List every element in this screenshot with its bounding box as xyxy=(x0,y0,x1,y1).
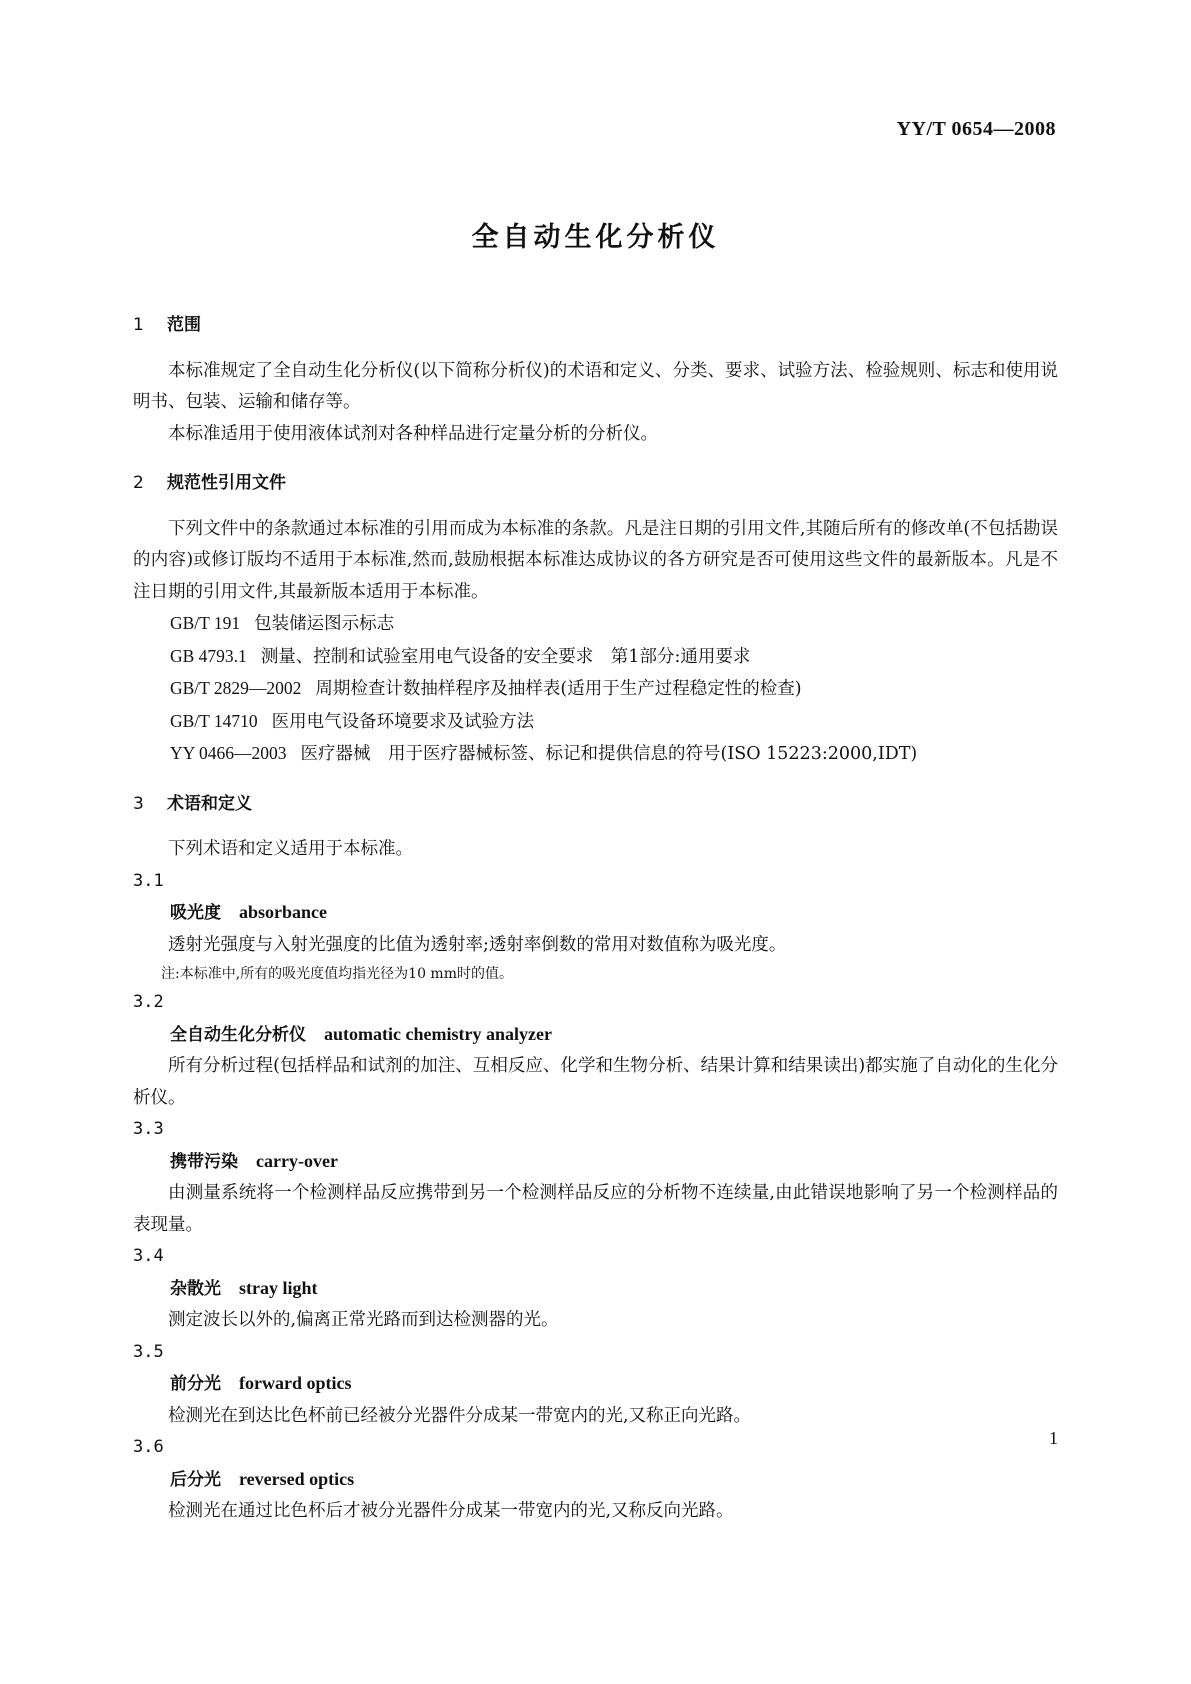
reference-code: YY 0466—2003 xyxy=(170,743,287,763)
term-number: 3.1 xyxy=(133,870,164,891)
section-title: 术语和定义 xyxy=(167,793,252,814)
reference-item xyxy=(133,641,1058,674)
term-definition: 由测量系统将一个检测样品反应携带到另一个检测样品反应的分析物不连续量,由此错误地影响了另一个检测样品的表现量。 xyxy=(133,1183,1058,1235)
section-title: 范围 xyxy=(167,315,201,335)
paragraph: 本标准规定了全自动生化分析仪(以下简称分析仪)的术语和定义、分类、要求、试验方法、检验规则、标志和使用说明书、包装、运输和储存等。 xyxy=(133,360,1058,412)
term-english: absorbance xyxy=(239,902,328,922)
term-english: reversed optics xyxy=(239,1468,355,1489)
term-number: 3.6 xyxy=(133,1437,164,1457)
section-heading-terms-definitions xyxy=(133,789,1058,821)
term-chinese: 前分光 xyxy=(170,1374,221,1394)
term-note: 注:本标准中,所有的吸光度值均指光径为10 mm时的值。 xyxy=(161,966,513,982)
standard-code: YY/T 0654—2008 xyxy=(896,118,1056,140)
term-number: 3.4 xyxy=(133,1246,164,1266)
term-english: forward optics xyxy=(239,1373,352,1393)
page-number: 1 xyxy=(1049,1428,1058,1448)
term-entry xyxy=(133,1368,1058,1401)
reference-item xyxy=(133,738,1058,771)
term-entry xyxy=(133,1464,1058,1497)
term-definition: 检测光在到达比色杯前已经被分光器件分成某一带宽内的光,又称正向光路。 xyxy=(168,1405,752,1426)
term-chinese: 后分光 xyxy=(170,1469,221,1490)
term-definition: 测定波长以外的,偏离正常光路而到达检测器的光。 xyxy=(168,1310,559,1330)
reference-title: 包装储运图示标志 xyxy=(254,614,395,634)
reference-code: GB 4793.1 xyxy=(170,645,247,666)
term-entry xyxy=(133,1273,1058,1306)
term-chinese: 全自动生化分析仪 xyxy=(170,1024,306,1045)
term-number: 3.2 xyxy=(133,992,164,1012)
reference-title: 医疗器械 用于医疗器械标签、标记和提供信息的符号(ISO 15223:2000,IDT) xyxy=(300,744,918,764)
section-number: 3 xyxy=(133,793,144,814)
term-number: 3.5 xyxy=(133,1341,164,1362)
term-english: carry-over xyxy=(256,1150,338,1171)
term-entry xyxy=(133,1019,1058,1052)
reference-code: GB/T 14710 xyxy=(170,710,258,731)
document-body xyxy=(133,298,1058,1528)
reference-title: 医用电气设备环境要求及试验方法 xyxy=(271,711,535,732)
section-heading-normative-references xyxy=(133,468,1058,500)
paragraph: 本标准适用于使用液体试剂对各种样品进行定量分析的分析仪。 xyxy=(168,423,658,444)
term-chinese: 吸光度 xyxy=(170,903,221,923)
term-number: 3.3 xyxy=(133,1119,164,1139)
reference-title: 测量、控制和试验室用电气设备的安全要求 第1部分:通用要求 xyxy=(260,646,751,667)
reference-code: GB/T 191 xyxy=(170,613,241,633)
paragraph: 下列文件中的条款通过本标准的引用而成为本标准的条款。凡是注日期的引用文件,其随后所有的修改单(不包括勘误的内容)或修订版均不适用于本标准,然而,鼓励根据本标准达成协议的各方研究是否可使用这些文件的最新版本。凡是不注日期的引用文件,其最新版本适用于本标准。 xyxy=(133,518,1058,602)
term-entry xyxy=(133,897,1058,930)
reference-title: 周期检查计数抽样程序及抽样表(适用于生产过程稳定性的检查) xyxy=(315,679,802,699)
reference-code: GB/T 2829—2002 xyxy=(170,678,302,698)
reference-item xyxy=(133,706,1058,739)
section-heading-scope xyxy=(133,310,1058,342)
section-title: 规范性引用文件 xyxy=(167,473,286,493)
term-definition: 检测光在通过比色杯后才被分光器件分成某一带宽内的光,又称反向光路。 xyxy=(168,1501,734,1521)
term-definition: 透射光强度与入射光强度的比值为透射率;透射率倒数的常用对数值称为吸光度。 xyxy=(168,934,787,955)
term-entry xyxy=(133,1146,1058,1179)
section-number: 2 xyxy=(133,473,144,493)
reference-item xyxy=(133,608,1058,641)
paragraph: 下列术语和定义适用于本标准。 xyxy=(168,839,413,859)
term-chinese: 携带污染 xyxy=(170,1151,238,1172)
section-number: 1 xyxy=(133,315,144,335)
term-english: automatic chemistry analyzer xyxy=(324,1023,552,1044)
reference-item xyxy=(133,673,1058,706)
term-chinese: 杂散光 xyxy=(170,1278,221,1299)
term-english: stray light xyxy=(239,1277,318,1298)
term-definition: 所有分析过程(包括样品和试剂的加注、互相反应、化学和生物分析、结果计算和结果读出)都实施了自动化的生化分析仪。 xyxy=(133,1056,1058,1108)
document-title: 全自动生化分析仪 xyxy=(471,222,720,253)
